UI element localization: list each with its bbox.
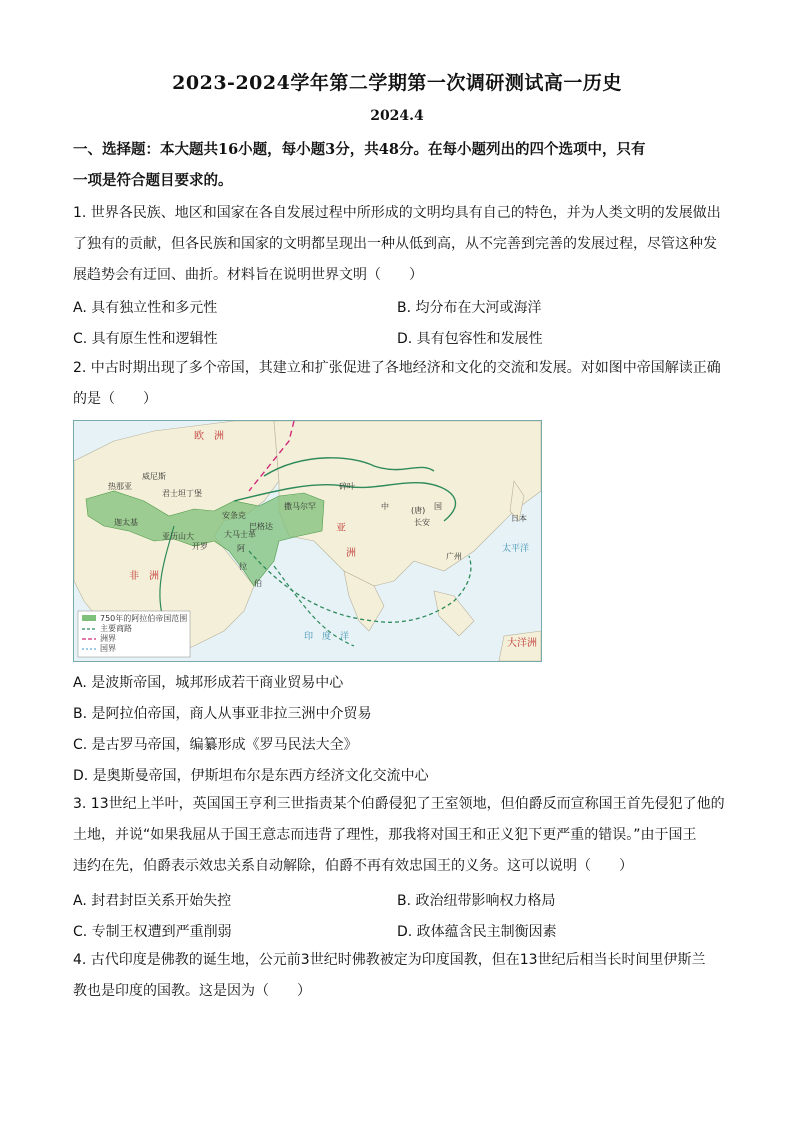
- q4-stem-line2: 教也是印度的国教。这是因为（ ）: [73, 983, 311, 999]
- q2-option-b: B. 是阿拉伯帝国，商人从事亚非拉三洲中介贸易: [73, 706, 372, 722]
- label-arab-1: 阿: [237, 544, 245, 553]
- label-japan: 日本: [511, 514, 527, 523]
- city-label: 大马士革: [224, 530, 256, 539]
- q1-option-b: B. 均分布在大河或海洋: [397, 300, 542, 316]
- label-oceania: 大洋洲: [507, 638, 537, 649]
- q2-option-a: A. 是波斯帝国，城邦形成若干商业贸易中心: [73, 675, 344, 691]
- city-label: 亚历山大: [162, 532, 194, 541]
- city-label: 广州: [446, 552, 462, 561]
- land-southeast-asia: [434, 591, 474, 636]
- q3-option-b: B. 政治纽带影响权力格局: [397, 893, 556, 909]
- q1-stem-line3: 展趋势会有迂回、曲折。材料旨在说明世界文明（ ）: [73, 267, 423, 283]
- label-africa: 非 洲: [129, 571, 159, 582]
- city-label: 迦太基: [114, 518, 138, 527]
- q2-option-c: C. 是古罗马帝国，编纂形成《罗马民法大全》: [73, 737, 358, 753]
- q1-stem-line2: 了独有的贡献，但各民族和国家的文明都呈现出一种从低到高，从不完善到完善的发展过程，尽管这种发: [73, 236, 717, 252]
- q3-option-a: A. 封君封臣关系开始失控: [73, 893, 232, 909]
- city-label: 安条克: [222, 511, 246, 520]
- q2-stem-line2: 的是（ ）: [73, 391, 157, 407]
- city-label: 威尼斯: [142, 472, 166, 481]
- legend-item-empire: 750年的阿拉伯帝国范围: [100, 614, 188, 623]
- q2-option-d: D. 是奥斯曼帝国，伊斯坦布尔是东西方经济文化交流中心: [73, 768, 429, 784]
- section-heading-line2: 一项是符合题目要求的。: [73, 172, 233, 189]
- legend-item-border: 国界: [100, 644, 116, 653]
- q3-option-d: D. 政体蕴含民主制衡因素: [397, 924, 557, 940]
- label-asia-2: 洲: [346, 548, 356, 559]
- label-china-1: 中: [381, 502, 389, 511]
- exam-date: 2024.4: [370, 108, 424, 124]
- map-svg: [74, 421, 541, 661]
- q3-stem-line2: 土地，并说“如果我屈从于国王意志而违背了理性，那我将对国王和正义犯下更严重的错误。”由于国王: [73, 827, 697, 843]
- label-arab-3: 伯: [254, 579, 262, 588]
- label-europe: 欧 洲: [194, 431, 224, 442]
- legend-item-continent: 洲界: [100, 634, 116, 643]
- q1-option-c: C. 具有原生性和逻辑性: [73, 331, 218, 347]
- q2-stem-line1: 2. 中古时期出现了多个帝国，其建立和扩张促进了各地经济和文化的交流和发展。对如图中帝国解读正确: [73, 360, 721, 376]
- q1-option-d: D. 具有包容性和发展性: [397, 331, 543, 347]
- city-label: (唐): [411, 506, 426, 515]
- q4-stem-line1: 4. 古代印度是佛教的诞生地，公元前3世纪时佛教被定为印度国教，但在13世纪后相当长时间里伊斯兰: [73, 952, 706, 968]
- label-asia: 亚: [336, 523, 346, 534]
- label-indian-ocean: 印 度 洋: [304, 632, 350, 642]
- city-label: 热那亚: [108, 482, 132, 491]
- label-pacific: 太平洋: [502, 544, 530, 554]
- legend-item-route: 主要商路: [100, 624, 132, 633]
- q1-option-a: A. 具有独立性和多元性: [73, 300, 218, 316]
- arab-empire-map: [73, 420, 542, 662]
- q3-stem-line3: 违约在先，伯爵表示效忠关系自动解除，伯爵不再有效忠国王的义务。这可以说明（ ）: [73, 858, 633, 874]
- q3-option-c: C. 专制王权遭到严重削弱: [73, 924, 232, 940]
- legend-swatch-empire: [82, 615, 96, 621]
- city-label: 巴格达: [249, 522, 273, 531]
- city-label: 君士坦丁堡: [162, 489, 202, 498]
- city-label: 开罗: [192, 542, 208, 551]
- city-label: 撒马尔罕: [284, 502, 316, 511]
- section-heading-line1: 一、选择题：本大题共16小题，每小题3分，共48分。在每小题列出的四个选项中，只有: [73, 141, 646, 158]
- label-china-2: 国: [434, 502, 442, 511]
- city-label: 长安: [414, 518, 430, 527]
- city-label: 碎叶: [339, 482, 355, 491]
- label-arab-2: 拉: [239, 562, 247, 571]
- q1-stem-line1: 1. 世界各民族、地区和国家在各自发展过程中所形成的文明均具有自己的特色，并为人类文明的发展做出: [73, 205, 721, 221]
- page-title: 2023-2024学年第二学期第一次调研测试高一历史: [172, 72, 622, 94]
- q3-stem-line1: 3. 13世纪上半叶，英国国王亨利三世指责某个伯爵侵犯了王室领地，但伯爵反而宣称国王首先侵犯了他的: [73, 796, 725, 812]
